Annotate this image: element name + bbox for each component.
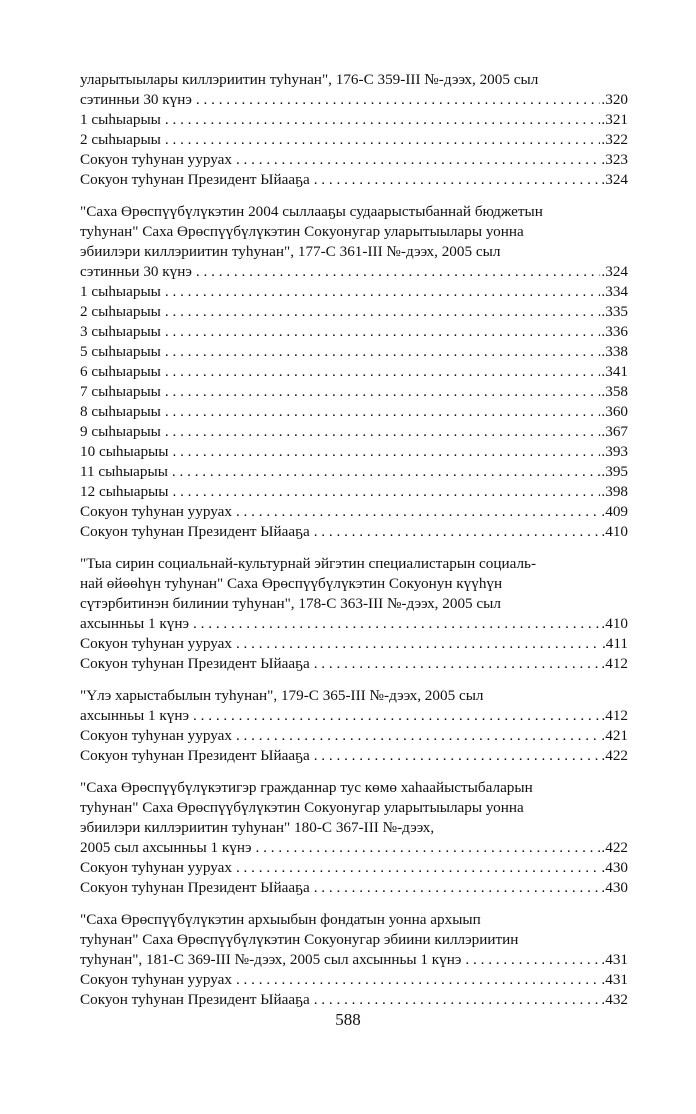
dot-leader xyxy=(165,282,601,302)
toc-entry-label: ахсынньы 1 күнэ xyxy=(80,707,190,724)
dot-leader xyxy=(314,990,601,1010)
toc-entry-page: .430 xyxy=(601,859,628,876)
toc-entry-label: 5 сыһыарыы xyxy=(80,343,161,360)
toc-entry-page: .324 xyxy=(601,263,628,280)
toc-entry-label: Сокуон туһунан Президент Ыйааҕа xyxy=(80,747,310,764)
toc-entry-page: .323 xyxy=(601,151,628,168)
toc-entry-label: Сокуон туһунан ууруах xyxy=(80,151,232,168)
dot-leader xyxy=(236,502,600,522)
dot-leader xyxy=(165,110,601,130)
toc-entry-page: .411 xyxy=(601,635,628,652)
toc-entry-label: сэтинньи 30 күнэ xyxy=(80,263,192,280)
toc-entry-page: .395 xyxy=(601,463,628,480)
toc-entry xyxy=(80,282,628,302)
dot-leader xyxy=(236,970,600,990)
toc-entry-label: 1 сыһыарыы xyxy=(80,111,161,128)
toc-entry-page: .422 xyxy=(601,839,628,856)
dot-leader xyxy=(165,130,601,150)
toc-entry-page: .410 xyxy=(601,615,628,632)
dot-leader xyxy=(196,90,601,110)
section-title-line: "Саха Өрөспүүбүлүкэтигэр гражданнар тус көмө хаһаайыстыбаларын xyxy=(80,779,533,796)
section-title-line: "Тыа сирин социальнай-культурнай эйгэтин специалистарын социаль- xyxy=(80,555,537,572)
section-title-line: эбиилэри киллэриитин туһунан", 177-С 361-III №-дээх, 2005 сыл xyxy=(80,243,501,260)
toc-entry xyxy=(80,382,628,402)
toc-entry xyxy=(80,614,628,634)
toc-entry-page: .409 xyxy=(601,503,628,520)
toc-entry-label: Сокуон туһунан ууруах xyxy=(80,503,232,520)
toc-entry-label: туһунан", 181-С 369-III №-дээх, 2005 сыл ахсынньы 1 күнэ xyxy=(80,951,462,968)
toc-entry-page: .324 xyxy=(601,171,628,188)
toc-entry-page: .322 xyxy=(601,131,628,148)
toc-section xyxy=(80,686,628,766)
toc-entry-label: 12 сыһыарыы xyxy=(80,483,169,500)
toc-entry-label: Сокуон туһунан Президент Ыйааҕа xyxy=(80,523,310,540)
toc-entry-label: 2 сыһыарыы xyxy=(80,303,161,320)
toc-entry-page: .410 xyxy=(601,523,628,540)
toc-entry-page: .341 xyxy=(601,363,628,380)
toc-entry-label: Сокуон туһунан ууруах xyxy=(80,635,232,652)
toc-entry-page: .412 xyxy=(601,707,628,724)
toc-entry xyxy=(80,482,628,502)
toc-entry-label: сэтинньи 30 күнэ xyxy=(80,91,192,108)
dot-leader xyxy=(165,422,601,442)
dot-leader xyxy=(165,322,601,342)
toc-entry-label: 2 сыһыарыы xyxy=(80,131,161,148)
toc-entry-label: 6 сыһыарыы xyxy=(80,363,161,380)
dot-leader xyxy=(196,262,601,282)
toc-entry xyxy=(80,322,628,342)
dot-leader xyxy=(165,362,601,382)
toc-entry xyxy=(80,990,628,1010)
toc-entry-page: .432 xyxy=(601,991,628,1008)
dot-leader xyxy=(314,170,601,190)
toc-entry-label: Сокуон туһунан Президент Ыйааҕа xyxy=(80,879,310,896)
toc-entry xyxy=(80,422,628,442)
dot-leader xyxy=(256,838,601,858)
toc-entry xyxy=(80,170,628,190)
toc-entry-label: Сокуон туһунан Президент Ыйааҕа xyxy=(80,171,310,188)
toc-entry xyxy=(80,302,628,322)
toc-entry xyxy=(80,150,628,170)
toc-section xyxy=(80,554,628,674)
toc-entry-label: Сокуон туһунан Президент Ыйааҕа xyxy=(80,655,310,672)
toc-entry-page: .335 xyxy=(601,303,628,320)
toc-entry xyxy=(80,970,628,990)
toc-entry-page: .360 xyxy=(601,403,628,420)
toc-entry-label: 2005 сыл ахсынньы 1 күнэ xyxy=(80,839,252,856)
toc-entry-label: Сокуон туһунан ууруах xyxy=(80,859,232,876)
section-title-line: "Үлэ харыстабылын туһунан", 179-С 365-III №-дээх, 2005 сыл xyxy=(80,687,484,704)
toc-section xyxy=(80,202,628,542)
toc-entry xyxy=(80,522,628,542)
toc-entry-page: .421 xyxy=(601,727,628,744)
section-title-line: най өйөөһүн туһунан" Саха Өрөспүүбүлүкэтин Сокуонун күүһүн xyxy=(80,575,503,592)
toc-entry xyxy=(80,838,628,858)
toc-entry-page: .422 xyxy=(601,747,628,764)
toc-entry-page: .321 xyxy=(601,111,628,128)
toc-entry-page: .431 xyxy=(601,971,628,988)
toc-entry-label: 1 сыһыарыы xyxy=(80,283,161,300)
dot-leader xyxy=(172,442,600,462)
toc-entry-page: .393 xyxy=(601,443,628,460)
toc-entry-page: .336 xyxy=(601,323,628,340)
page-number: 588 xyxy=(335,1010,361,1029)
dot-leader xyxy=(172,462,601,482)
toc-entry-page: .334 xyxy=(601,283,628,300)
toc-entry-label: 3 сыһыарыы xyxy=(80,323,161,340)
toc-entry xyxy=(80,950,628,970)
toc-entry xyxy=(80,706,628,726)
toc-entry xyxy=(80,342,628,362)
toc-entry-page: .412 xyxy=(601,655,628,672)
toc-section xyxy=(80,778,628,898)
dot-leader xyxy=(314,746,601,766)
toc-section xyxy=(80,70,628,190)
toc-entry xyxy=(80,654,628,674)
toc-entry xyxy=(80,858,628,878)
dot-leader xyxy=(465,950,600,970)
dot-leader xyxy=(314,878,601,898)
dot-leader xyxy=(165,302,601,322)
dot-leader xyxy=(165,402,601,422)
toc-entry xyxy=(80,746,628,766)
toc-entry xyxy=(80,878,628,898)
toc-entry xyxy=(80,462,628,482)
toc-entry xyxy=(80,442,628,462)
toc-entry xyxy=(80,726,628,746)
dot-leader xyxy=(165,342,601,362)
toc-entry xyxy=(80,402,628,422)
dot-leader xyxy=(314,654,601,674)
toc-entry xyxy=(80,362,628,382)
dot-leader xyxy=(172,482,600,502)
dot-leader xyxy=(193,614,600,634)
toc-entry-label: Сокуон туһунан ууруах xyxy=(80,727,232,744)
toc-section xyxy=(80,910,628,1010)
toc-entry-page: .431 xyxy=(601,951,628,968)
dot-leader xyxy=(236,634,601,654)
toc-entry-label: 9 сыһыарыы xyxy=(80,423,161,440)
toc-entry-page: .320 xyxy=(601,91,628,108)
dot-leader xyxy=(236,726,600,746)
toc-entry xyxy=(80,502,628,522)
toc-entry xyxy=(80,262,628,282)
toc-entry-page: .358 xyxy=(601,383,628,400)
section-title-line: туһунан" Саха Өрөспүүбүлүкэтин Сокуонугар уларытыылары уонна xyxy=(80,799,524,816)
section-title-line: туһунан" Саха Өрөспүүбүлүкэтин Сокуонугар эбиини киллэриитин xyxy=(80,931,519,948)
toc-entry-page: .367 xyxy=(601,423,628,440)
toc-entry-label: Сокуон туһунан Президент Ыйааҕа xyxy=(80,991,310,1008)
dot-leader xyxy=(236,858,600,878)
section-title-line: эбиилэри киллэриитин туһунан" 180-С 367-III №-дээх, xyxy=(80,819,435,836)
toc-entry xyxy=(80,130,628,150)
dot-leader xyxy=(236,150,600,170)
toc-entry-page: .338 xyxy=(601,343,628,360)
toc-page xyxy=(80,70,628,1022)
toc-entry-label: 11 сыһыарыы xyxy=(80,463,168,480)
toc-entry xyxy=(80,90,628,110)
toc-entry-label: 10 сыһыарыы xyxy=(80,443,169,460)
section-title-line: уларытыылары киллэриитин туһунан", 176-С 359-III №-дээх, 2005 сыл xyxy=(80,71,539,88)
toc-entry xyxy=(80,634,628,654)
section-title-line: сүтэрбитинэн билинии туһунан", 178-С 363-III №-дээх, 2005 сыл xyxy=(80,595,501,612)
toc-entry-page: .430 xyxy=(601,879,628,896)
toc-entry-label: 7 сыһыарыы xyxy=(80,383,161,400)
toc-entry-label: ахсынньы 1 күнэ xyxy=(80,615,190,632)
dot-leader xyxy=(193,706,600,726)
section-title-line: "Саха Өрөспүүбүлүкэтин 2004 сыллааҕы судаарыстыбаннай бюджетын xyxy=(80,203,543,220)
dot-leader xyxy=(165,382,601,402)
section-title-line: "Саха Өрөспүүбүлүкэтин архыыбын фондатын уонна архыып xyxy=(80,911,481,928)
toc-entry-page: .398 xyxy=(601,483,628,500)
toc-entry xyxy=(80,110,628,130)
toc-entry-label: Сокуон туһунан ууруах xyxy=(80,971,232,988)
dot-leader xyxy=(314,522,601,542)
section-title-line: туһунан" Саха Өрөспүүбүлүкэтин Сокуонугар уларытыылары уонна xyxy=(80,223,524,240)
toc-entry-label: 8 сыһыарыы xyxy=(80,403,161,420)
